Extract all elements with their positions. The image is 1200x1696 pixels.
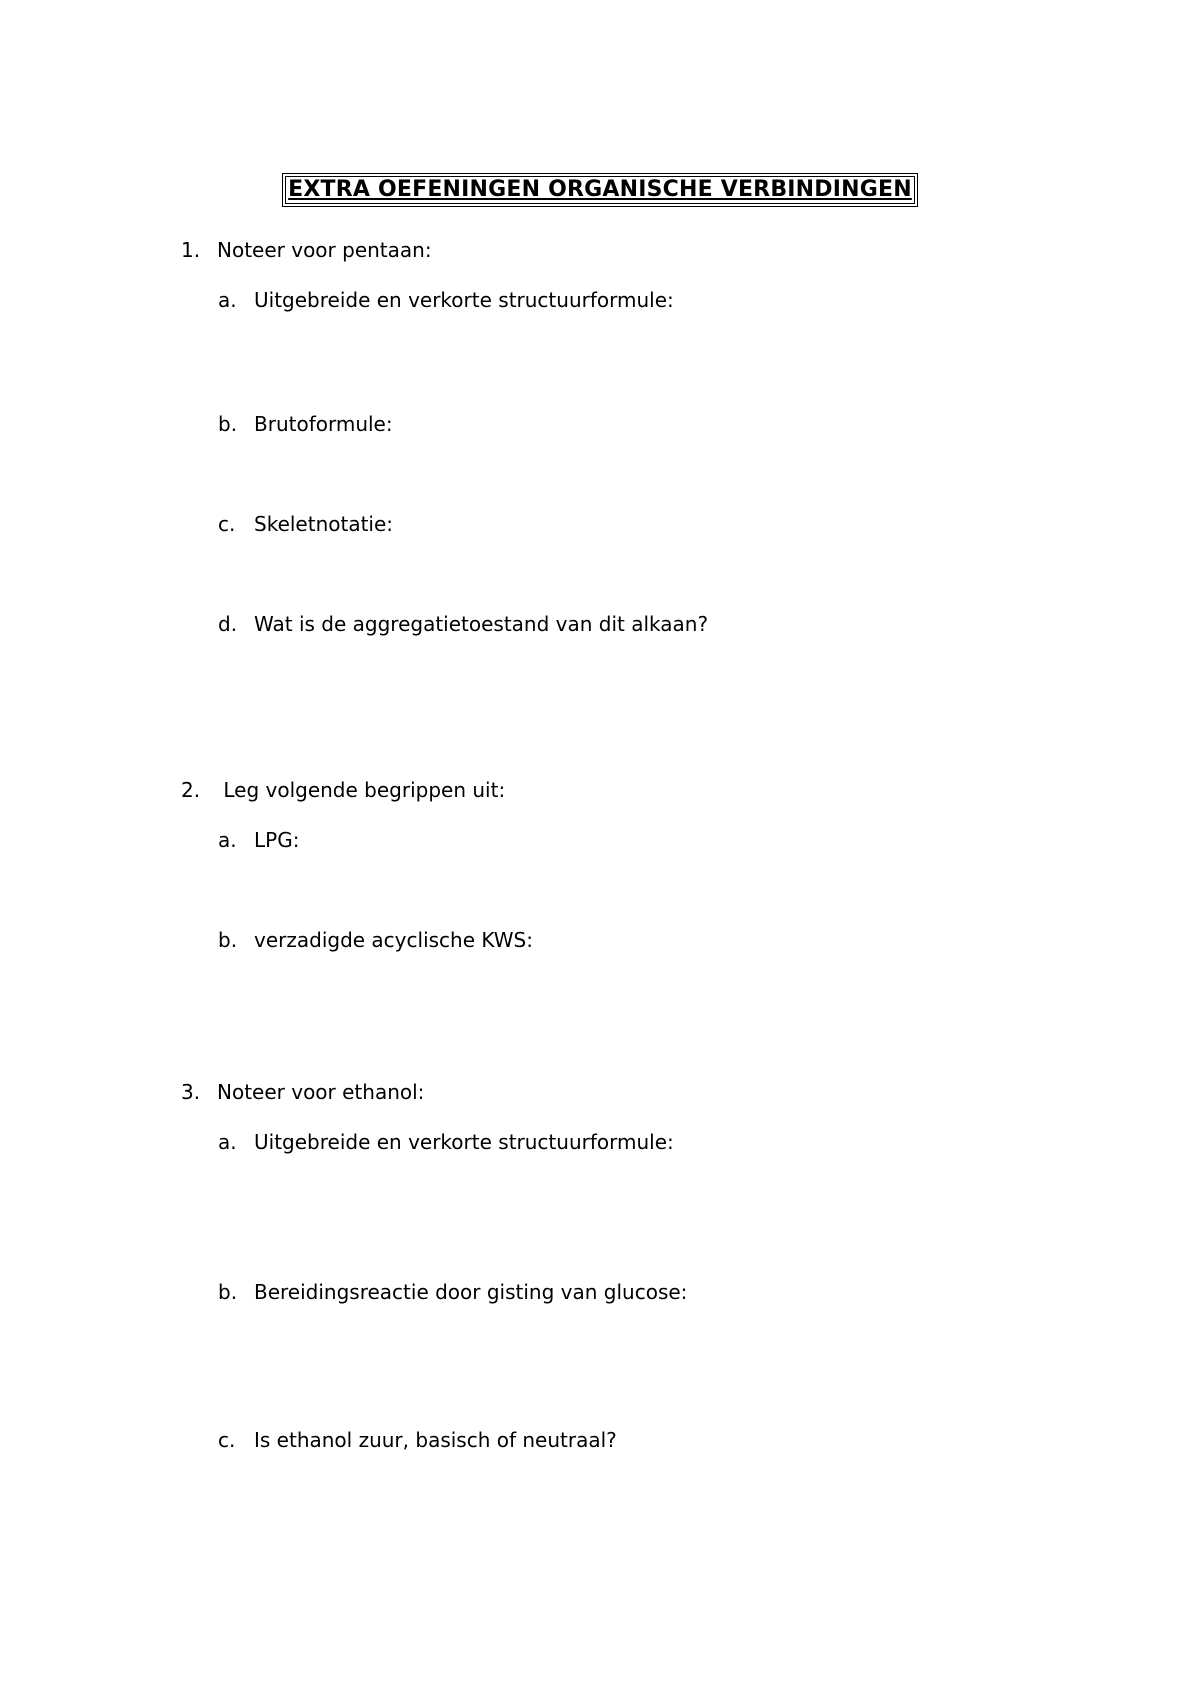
sub-text: Skeletnotatie: <box>254 512 394 536</box>
sub-letter: b. <box>218 928 238 952</box>
sub-text: Uitgebreide en verkorte structuurformule: <box>254 1130 674 1154</box>
sub-text: Uitgebreide en verkorte structuurformule: <box>254 288 674 312</box>
sub-text: verzadigde acyclische KWS: <box>254 928 533 952</box>
question-1 <box>181 238 781 262</box>
sub-letter: a. <box>218 288 237 312</box>
sub-text: Wat is de aggregatietoestand van dit alkaan? <box>254 612 709 636</box>
question-3-sub-b <box>218 1280 1018 1304</box>
sub-letter: a. <box>218 828 237 852</box>
sub-text: Is ethanol zuur, basisch of neutraal? <box>254 1428 617 1452</box>
sub-letter: b. <box>218 412 238 436</box>
question-number: 3. <box>181 1080 201 1104</box>
document-title: EXTRA OEFENINGEN ORGANISCHE VERBINDINGEN <box>285 176 915 204</box>
question-number: 2. <box>181 778 201 802</box>
sub-text: LPG: <box>254 828 300 852</box>
question-number: 1. <box>181 238 201 262</box>
sub-letter: a. <box>218 1130 237 1154</box>
sub-letter: d. <box>218 612 238 636</box>
sub-letter: c. <box>218 1428 236 1452</box>
question-text: Noteer voor pentaan: <box>217 238 432 262</box>
document-title-wrapper <box>0 176 1200 204</box>
question-1-sub-d <box>218 612 1018 636</box>
question-text: Leg volgende begrippen uit: <box>217 778 506 802</box>
question-2-sub-a <box>218 828 1018 852</box>
question-1-sub-b <box>218 412 1018 436</box>
sub-letter: b. <box>218 1280 238 1304</box>
question-3-sub-c <box>218 1428 1018 1452</box>
question-1-sub-c <box>218 512 1018 536</box>
sub-text: Brutoformule: <box>254 412 393 436</box>
question-3 <box>181 1080 781 1104</box>
sub-letter: c. <box>218 512 236 536</box>
question-text: Noteer voor ethanol: <box>217 1080 425 1104</box>
question-3-sub-a <box>218 1130 1018 1154</box>
question-2 <box>181 778 781 802</box>
question-2-sub-b <box>218 928 1018 952</box>
sub-text: Bereidingsreactie door gisting van glucose: <box>254 1280 688 1304</box>
question-1-sub-a <box>218 288 1018 312</box>
